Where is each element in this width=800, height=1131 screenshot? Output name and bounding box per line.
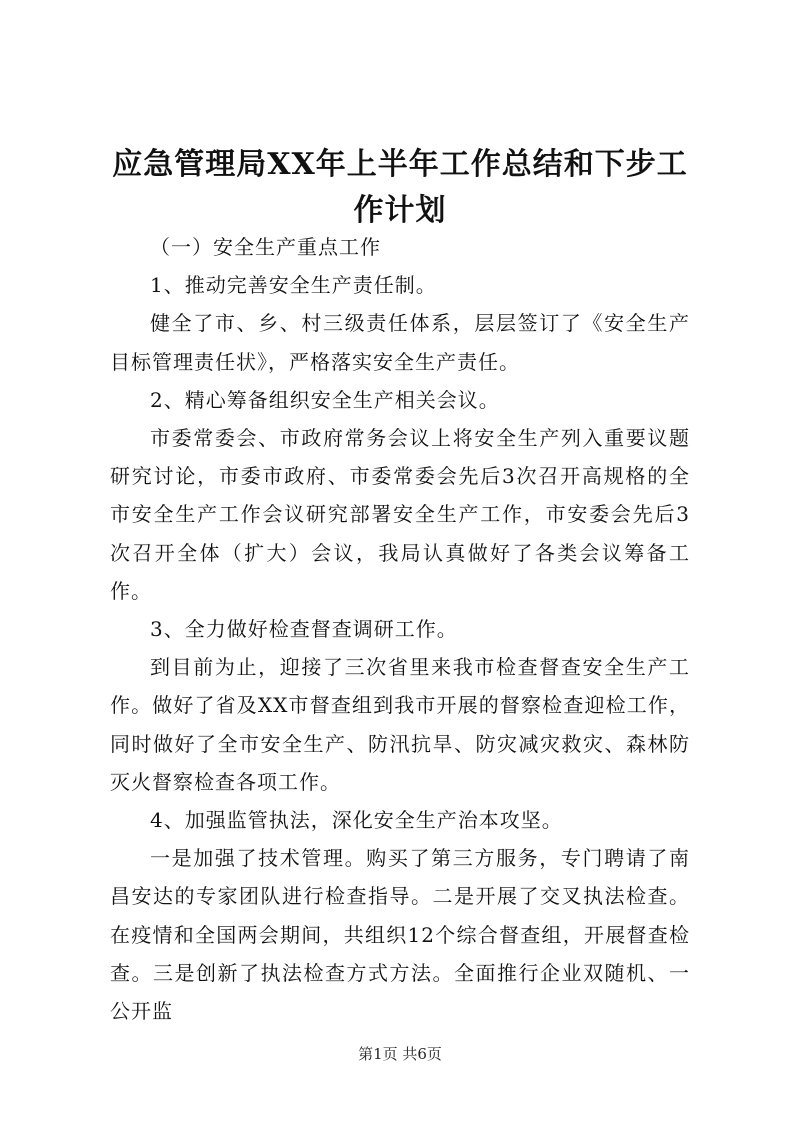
item-heading-3: 3、全力做好检查督查调研工作。 [150, 617, 458, 642]
item-heading-4: 4、加强监管执法，深化安全生产治本攻坚。 [150, 808, 563, 833]
document-body [110, 228, 690, 1030]
body-paragraph-3: 到目前为止，迎接了三次省里来我市检查督查安全生产工作。做好了省及XX市督查组到我市开展的督察检查迎检工作，同时做好了全市安全生产、防汛抗旱、防灾减灾救灾、森林防灭火督察检查各项工作。 [110, 655, 690, 794]
body-paragraph-4: 一是加强了技术管理。购买了第三方服务，专门聘请了南昌安达的专家团队进行检查指导。二是开展了交叉执法检查。在疫情和全国两会期间，共组织12个综合督查组，开展督查检查。三是创新了执法检查方式方法。全面推行企业双随机、一公开监 [110, 846, 690, 1024]
item-heading-1: 1、推动完善安全生产责任制。 [150, 273, 437, 298]
body-paragraph-1: 健全了市、乡、村三级责任体系，层层签订了《安全生产目标管理责任状》，严格落实安全生产责任。 [110, 311, 690, 374]
item-heading-2: 2、精心筹备组织安全生产相关会议。 [150, 387, 500, 412]
section-heading: （一）安全生产重点工作 [150, 235, 381, 259]
page-footer: 第1页 共6页 [358, 1045, 442, 1063]
body-paragraph-2: 市委常委会、市政府常务会议上将安全生产列入重要议题研究讨论，市委市政府、市委常委会先后3次召开高规格的全市安全生产工作会议研究部署安全生产工作，市安委会先后3次召开全体（扩大）会议，我局认真做好了各类会议筹备工作。 [110, 426, 690, 603]
document-title: 应急管理局XX年上半年工作总结和下步工作计划 [112, 147, 688, 228]
